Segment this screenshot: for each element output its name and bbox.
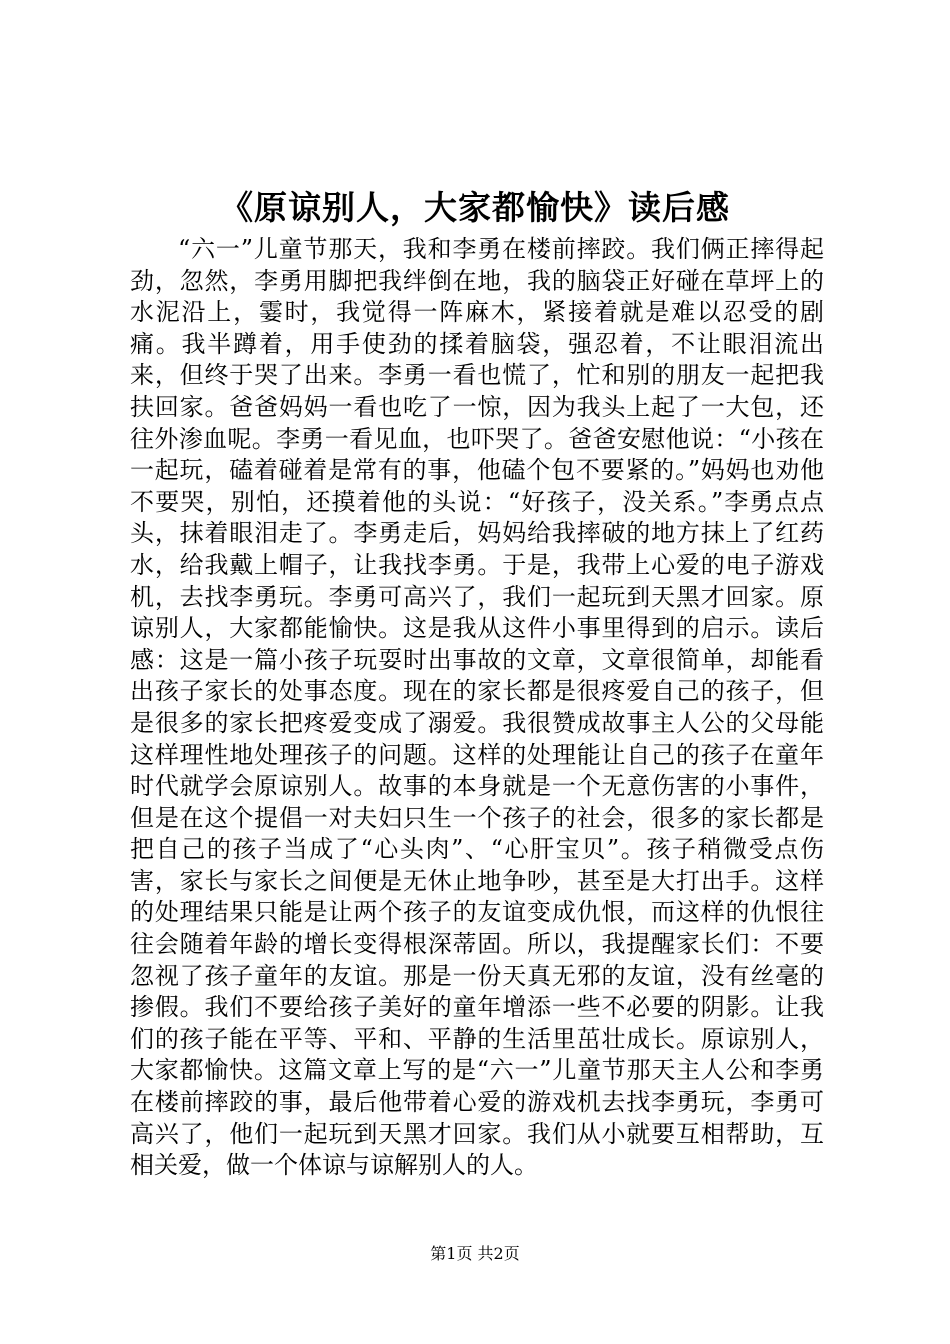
document-body: “六一”儿童节那天，我和李勇在楼前摔跤。我们俩正摔得起劲，忽然，李勇用脚把我绊倒在地，我的脑袋正好碰在草坪上的水泥沿上，霎时，我觉得一阵麻木，紧接着就是难以忍受的剧痛。我半蹲着，用手使劲的揉着脑袋，强忍着，不让眼泪流出来，但终于哭了出来。李勇一看也慌了，忙和别的朋友一起把我扶回家。爸爸妈妈一看也吃了一惊，因为我头上起了一大包，还往外渗血呢。李勇一看见血，也吓哭了。爸爸安慰他说：“小孩在一起玩，磕着碰着是常有的事，他磕个包不要紧的。”妈妈也劝他不要哭，别怕，还摸着他的头说：“好孩子，没关系。”李勇点点头，抹着眼泪走了。李勇走后，妈妈给我摔破的地方抹上了红药水，给我戴上帽子，让我找李勇。于是，我带上心爱的电子游戏机，去找李勇玩。李勇可高兴了，我们一起玩到天黑才回家。原谅别人，大家都能愉快。这是我从这件小事里得到的启示。读后感：这是一篇小孩子玩耍时出事故的文章，文章很简单，却能看出孩子家长的处事态度。现在的家长都是很疼爱自己的孩子，但是很多的家长把疼爱变成了溺爱。我很赞成故事主人公的父母能这样理性地处理孩子的问题。这样的处理能让自己的孩子在童年时代就学会原谅别人。故事的本身就是一个无意伤害的小事件，但是在这个提倡一对夫妇只生一个孩子的社会，很多的家长都是把自己的孩子当成了“心头肉”、“心肝宝贝”。孩子稍微受点伤害，家长与家长之间便是无休止地争吵，甚至是大打出手。这样的处理结果只能是让两个孩子的友谊变成仇恨，而这样的仇恨往往会随着年龄的增长变得根深蒂固。所以，我提醒家长们：不要忽视了孩子童年的友谊。那是一份天真无邪的友谊，没有丝毫的掺假。我们不要给孩子美好的童年增添一些不必要的阴影。让我们的孩子能在平等、平和、平静的生活里茁壮成长。原谅别人，大家都愉快。这篇文章上写的是“六一”儿童节那天主人公和李勇在楼前摔跤的事，最后他带着心爱的游戏机去找李勇玩，李勇可高兴了，他们一起玩到天黑才回家。我们从小就要互相帮助，互相关爱，做一个体谅与谅解别人的人。 [130, 235, 824, 1180]
document-title: 《原谅别人，大家都愉快》读后感 [220, 188, 730, 227]
page-number-footer: 第1页 共2页 [430, 1244, 520, 1263]
